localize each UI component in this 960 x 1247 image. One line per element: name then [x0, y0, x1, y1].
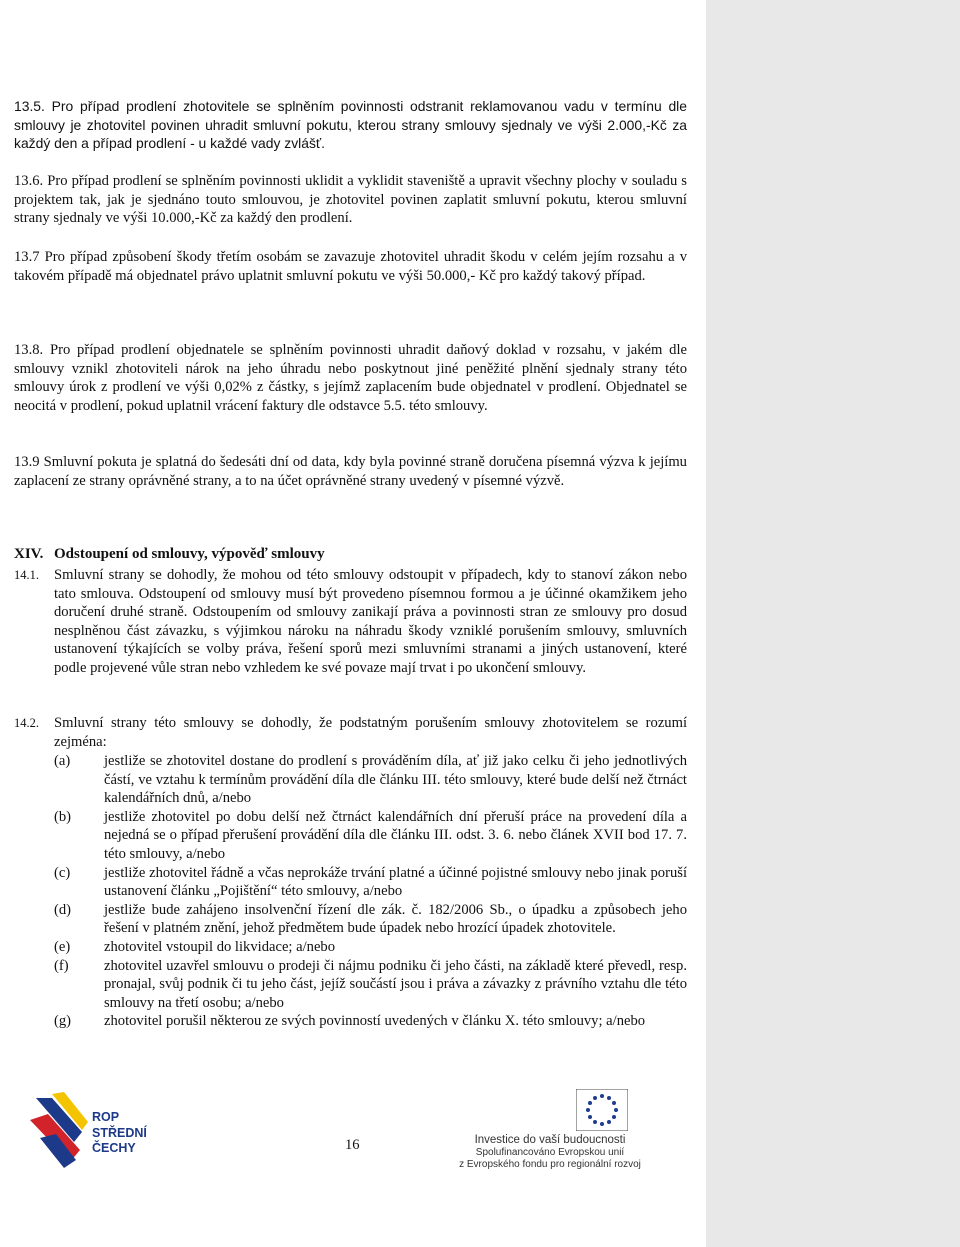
list-item [54, 752, 687, 808]
clause-13-5 [14, 97, 687, 153]
list-label: (f) [54, 957, 69, 974]
list-item [54, 1012, 687, 1031]
breach-list [54, 752, 687, 1031]
clause-text: Pro případ způsobení škody třetím osobám se zavazuje zhotovitel uhradit škodu v celém jejím rozsahu a v takovém případě má objednatel právo uplatnit smluvní pokutu ve výši 50.000,- Kč pro každý takový případ. [14, 249, 687, 284]
rop-logo-text [92, 1110, 147, 1157]
clause-text: Smluvní strany se dohodly, že mohou od této smlouvy odstoupit v případech, kdy to stanoví zákon nebo tato smlouva. Odstoupení od smlouvy musí být provedeno písemnou formou a je účinné okamžikem jeho doručení druhé straně. Odstoupením od smlouvy zanikají práva a povinnosti stran ze smlouvy pro dosud nesplněnou část závazku, s výjimkou nároku na náhradu škody vzniklé porušením smlouvy, smluvních ustanovení týkajících se volby práva, řešení sporů mezi smluvními stranami a jiných ustanovení, které podle projevené vůle stran nebo vzhledem ke své povaze mají trvat i po ukončení smlouvy. [54, 567, 687, 676]
clause-14-2 [14, 714, 687, 751]
list-text: zhotovitel porušil některou ze svých povinností uvedených v článku X. této smlouvy; a/nebo [104, 1013, 646, 1030]
clause-number: 14.1. [14, 568, 39, 582]
eu-funding-text [440, 1133, 660, 1171]
section-heading [14, 546, 687, 566]
rop-line: ROP [92, 1110, 120, 1124]
list-label: (e) [54, 938, 71, 955]
list-label: (b) [54, 808, 72, 825]
clause-text: Pro případ prodlení se splněním povinnosti uklidit a vyklidit staveniště a upravit všechny plochy v souladu s projektem tak, jak je sjednáno touto smlouvou, je zhotovitel povinen zaplatit smluvní pokutu, kterou smluvní strany sjednaly ve výši 10.000,-Kč za každý den prodlení. [14, 173, 687, 227]
clause-number: 13.5. [14, 98, 45, 114]
list-item [54, 938, 687, 957]
eu-slogan: Investice do vaší budoucnosti [474, 1134, 626, 1146]
comment-margin [706, 0, 960, 1247]
section-number: XIV. [14, 546, 44, 562]
eu-flag-icon [576, 1089, 628, 1131]
rop-line: ČECHY [92, 1141, 136, 1155]
clause-13-7 [14, 248, 687, 285]
list-item [54, 864, 687, 901]
eu-fund: z Evropského fondu pro regionální rozvoj [459, 1159, 641, 1170]
clause-text: Pro případ prodlení objednatele se splněním povinnosti uhradit daňový doklad v rozsahu, v jakém dle smlouvy vznikl zhotoviteli nárok na jeho úhradu nebo poskytnout jiné peněžité plnění sjednaly strany této smlouvy úrok z prodlení ve výši 0,02% z částky, s jejímž zaplacením bude objednatel v prodlení. Objednatel se neocitá v prodlení, pokud uplatnil vrácení faktury dle odstavce 5.5. této smlouvy. [14, 342, 687, 414]
clause-text: Pro případ prodlení zhotovitele se splněním povinnosti odstranit reklamovanou vadu v termínu dle smlouvy je zhotovitel povinen uhradit smluvní pokutu, kterou strany smlouvy sjednaly ve výši 2.000,-Kč za každý den a případ prodlení - u každé vady zvlášť. [14, 98, 687, 152]
list-text: jestliže zhotovitel řádně a včas neprokáže trvání platné a účinné pojistné smlouvy nebo jinak poruší ustanovení článku „Pojištění“ této smlouvy, a/nebo [104, 864, 687, 900]
section-title: Odstoupení od smlouvy, výpověď smlouvy [54, 546, 325, 562]
list-label: (c) [54, 864, 71, 881]
clause-number: 13.9 [14, 454, 40, 470]
list-label: (g) [54, 1013, 72, 1030]
list-label: (d) [54, 901, 72, 918]
clause-number: 13.7 [14, 249, 40, 265]
list-item [54, 901, 687, 938]
list-text: zhotovitel vstoupil do likvidace; a/nebo [104, 938, 336, 955]
eu-cofinanced: Spolufinancováno Evropskou unií [475, 1147, 625, 1158]
clause-text: Smluvní pokuta je splatná do šedesáti dní od data, kdy byla povinné straně doručena písemná výzva k jejímu zaplacení ze strany oprávněné strany, a to na účet oprávněné strany uvedený v písemné výzvě. [14, 454, 687, 489]
clause-13-9 [14, 453, 687, 490]
list-item [54, 957, 687, 1013]
list-text: jestliže bude zahájeno insolvenční řízení dle zák. č. 182/2006 Sb., o úpadku a způsobech jeho řešení v platném znění, jehož předmětem bude úpadek nebo hrozící úpadek zhotovitele. [104, 901, 687, 937]
list-text: jestliže se zhotovitel dostane do prodlení s prováděním díla, ať již jako celku či jeho jednotlivých částí, ve vztahu k termínům provádění díla dle článku III. této smlouvy, které bude delší než čtrnáct kalendářních dnů, a/nebo [104, 753, 687, 807]
list-label: (a) [54, 753, 71, 769]
list-text: zhotovitel uzavřel smlouvu o prodeji či nájmu podniku či jeho části, na základě které převedl, resp. pronajal, svůj podnik či tu jeho část, jejíž součástí jsou i práva a závazky z právního vztahu dle této smlouvy na třetí osobu; a/nebo [104, 957, 687, 1011]
rop-line: STŘEDNÍ [92, 1125, 147, 1140]
clause-13-8 [14, 341, 687, 415]
list-item [54, 808, 687, 864]
clause-number: 13.8. [14, 342, 44, 358]
clause-number: 13.6. [14, 173, 44, 189]
clause-13-6 [14, 172, 687, 228]
list-text: jestliže zhotovitel po dobu delší než čtrnáct kalendářních dní přeruší práce na provedení díla a nejedná se o případ přerušení provádění díla dle článku III. odst. 3. 6. nebo článek XVII bod 17. 7. této smlouvy, a/nebo [104, 808, 687, 862]
page-number: 16 [345, 1137, 360, 1153]
clause-14-1 [14, 566, 687, 678]
clause-number: 14.2. [14, 716, 39, 730]
clause-text: Smluvní strany této smlouvy se dohodly, že podstatným porušením smlouvy zhotovitelem se rozumí zejména: [54, 715, 687, 750]
